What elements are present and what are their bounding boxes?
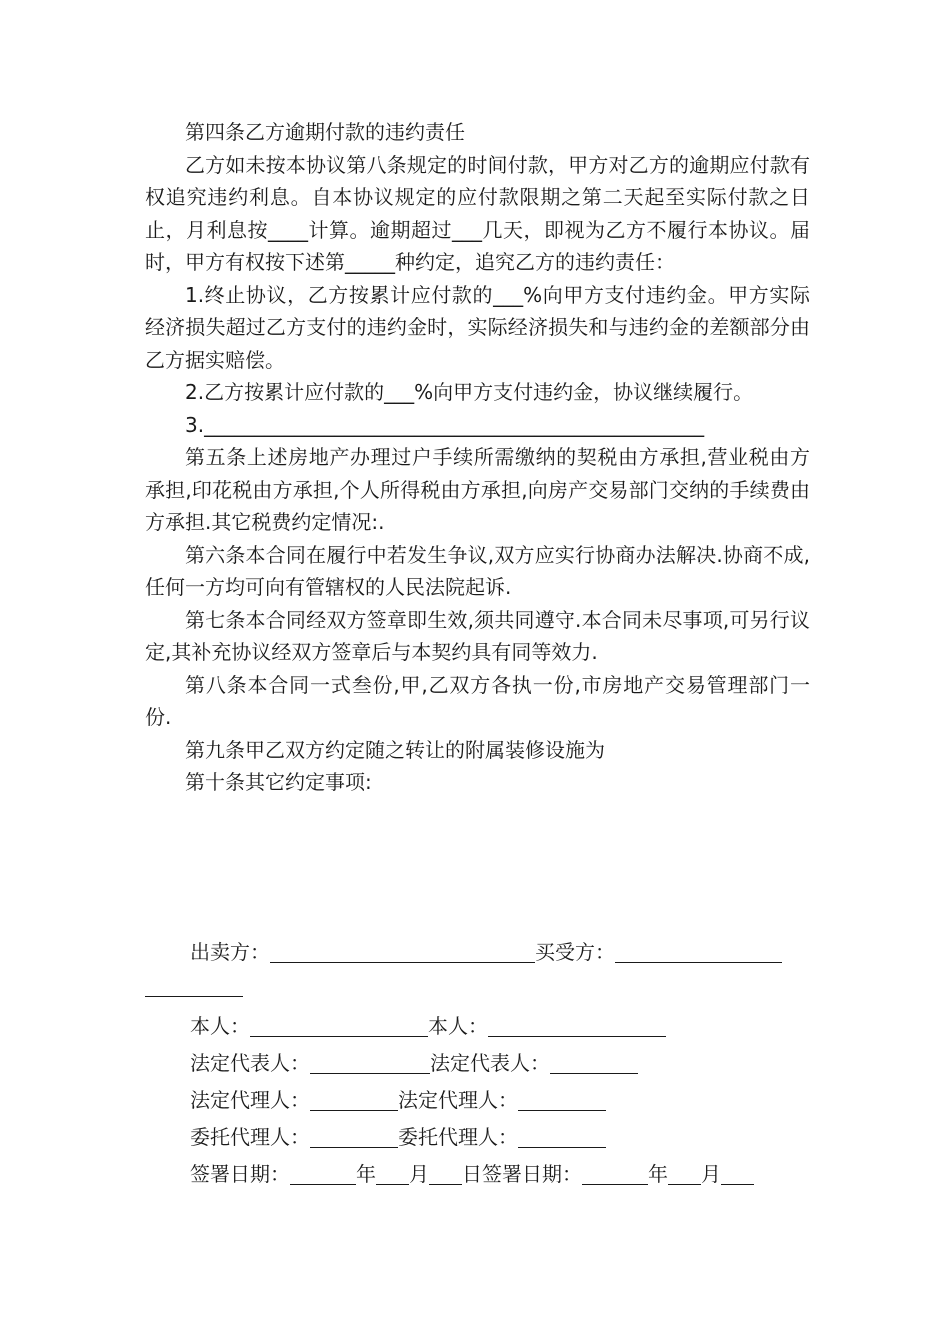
clause-7: 第七条本合同经双方签章即生效,须共同遵守.本合同未尽事项,可另行议定,其补充协议经双方签章后与本契约具有同等效力. xyxy=(145,607,810,664)
month-blank-b xyxy=(668,1162,701,1185)
party-line xyxy=(190,936,782,968)
clause-4-option-3: 3.__________________________________________________ xyxy=(185,412,705,437)
year-label-a: 年 xyxy=(356,1162,376,1186)
person-blank-b xyxy=(488,1014,666,1037)
contract-body xyxy=(145,116,810,799)
entrusted-agent-line xyxy=(190,1121,606,1153)
clause-4-heading: 第四条乙方逾期付款的违约责任 xyxy=(185,120,465,144)
year-blank-a xyxy=(290,1162,356,1185)
clause-6: 第六条本合同在履行中若发生争议,双方应实行协商办法解决.协商不成,任何一方均可向有管辖权的人民法院起诉. xyxy=(145,542,810,599)
buyer-label: 买受方： xyxy=(535,940,615,964)
person-label-a: 本人： xyxy=(190,1014,250,1038)
year-blank-b xyxy=(582,1162,648,1185)
person-label-b: 本人： xyxy=(428,1014,488,1038)
clause-4-option-2: 2.乙方按累计应付款的___%向甲方支付违约金，协议继续履行。 xyxy=(185,380,754,404)
sign-date-label-b: 签署日期： xyxy=(482,1162,582,1186)
person-line xyxy=(190,1010,666,1042)
legal-rep-blank-a xyxy=(310,1051,430,1074)
legal-rep-label-a: 法定代表人： xyxy=(190,1051,310,1075)
legal-agent-line xyxy=(190,1084,606,1116)
year-label-b: 年 xyxy=(648,1162,668,1186)
day-label-a: 日 xyxy=(462,1162,482,1186)
legal-rep-label-b: 法定代表人： xyxy=(430,1051,550,1075)
clause-10: 第十条其它约定事项: xyxy=(185,770,372,794)
entrusted-agent-label-a: 委托代理人： xyxy=(190,1125,310,1149)
person-blank-a xyxy=(250,1014,428,1037)
clause-9: 第九条甲乙双方约定随之转让的附属装修设施为 xyxy=(185,737,605,762)
legal-agent-label-a: 法定代理人： xyxy=(190,1088,310,1112)
month-blank-a xyxy=(376,1162,409,1185)
legal-rep-line xyxy=(190,1047,638,1079)
sign-date-label-a: 签署日期： xyxy=(190,1162,290,1186)
month-label-a: 月 xyxy=(409,1162,429,1186)
clause-4-text: 乙方如未按本协议第八条规定的时间付款，甲方对乙方的逾期应付款有权追究违约利息。自本协议规定的应付款限期之第二天起至实际付款之日止，月利息按____计算。逾期超过___几天，即视为乙方不履行本协议。届时，甲方有权按下述第_____种约定，追究乙方的违约责任： xyxy=(145,152,810,274)
day-blank-b xyxy=(721,1162,754,1185)
legal-agent-blank-b xyxy=(518,1088,606,1111)
day-blank-a xyxy=(429,1162,462,1185)
seller-blank xyxy=(270,940,535,963)
legal-rep-blank-b xyxy=(550,1051,638,1074)
month-label-b: 月 xyxy=(701,1162,721,1186)
buyer-blank-continued xyxy=(145,996,243,997)
legal-agent-label-b: 法定代理人： xyxy=(398,1088,518,1112)
sign-date-line xyxy=(190,1158,754,1190)
clause-4-option-1: 1.终止协议，乙方按累计应付款的___%向甲方支付违约金。甲方实际经济损失超过乙方支付的违约金时，实际经济损失和与违约金的差额部分由乙方据实赔偿。 xyxy=(145,282,810,372)
seller-label: 出卖方： xyxy=(190,940,270,964)
buyer-blank xyxy=(615,940,782,963)
clause-5: 第五条上述房地产办理过户手续所需缴纳的契税由方承担,营业税由方承担,印花税由方承担,个人所得税由方承担,向房产交易部门交纳的手续费由方承担.其它税费约定情况:. xyxy=(145,445,810,534)
legal-agent-blank-a xyxy=(310,1088,398,1111)
entrusted-agent-blank-a xyxy=(310,1125,398,1148)
entrusted-agent-blank-b xyxy=(518,1125,606,1148)
entrusted-agent-label-b: 委托代理人： xyxy=(398,1125,518,1149)
clause-8: 第八条本合同一式叁份,甲,乙双方各执一份,市房地产交易管理部门一份. xyxy=(145,672,810,729)
